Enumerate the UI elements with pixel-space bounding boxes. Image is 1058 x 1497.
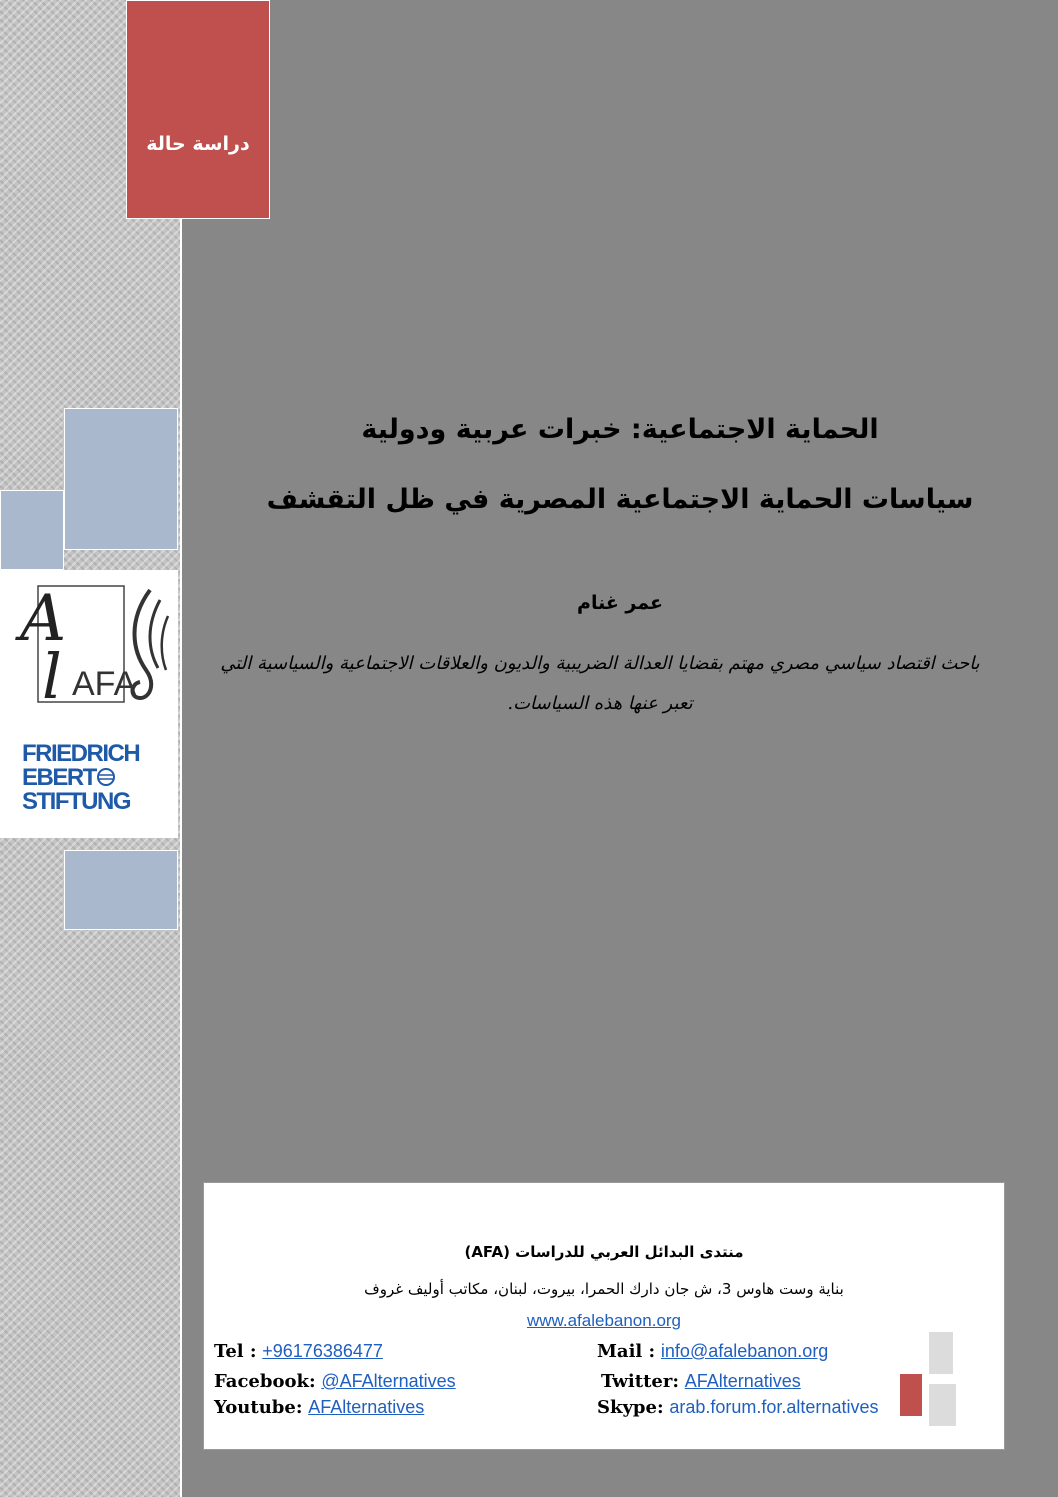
afa-logo [0,570,178,720]
main-title: الحماية الاجتماعية: خبرات عربية ودولية [361,414,879,445]
sub-title: سياسات الحماية الاجتماعية المصرية في ظل التقشف [266,484,974,515]
website-link[interactable]: www.afalebanon.org [526,1311,682,1330]
mail-link[interactable]: info@afalebanon.org [660,1341,829,1361]
org-name: منتدى البدائل العربي للدراسات (AFA) [464,1243,744,1261]
fes-line-3: STIFTUNG [22,788,130,815]
skype-handle: arab.forum.for.alternatives [669,1397,879,1417]
decor-red-block [900,1374,922,1416]
decor-square [64,850,178,930]
facebook-row [214,1371,456,1392]
case-study-badge [126,0,270,219]
youtube-link[interactable]: AFAlternatives [308,1397,425,1417]
afa-logo-letters: AFA [72,665,137,703]
youtube-row [214,1397,424,1418]
author-bio: باحث اقتصاد سياسي مصري مهتم بقضايا العدالة الضريبية والديون والعلاقات الاجتماعية والسياسية التي تعبر عنها هذه السياسات. [220,653,980,714]
author-name: عمر غنام [577,592,663,614]
svg-text:A: A [20,582,67,656]
twitter-link[interactable]: AFAlternatives [684,1371,801,1391]
facebook-link[interactable]: @AFAlternatives [321,1371,456,1391]
decor-square [0,490,64,570]
fes-line-2-text: EBERT [22,764,96,791]
decor-square [64,408,178,550]
mail-label: Mail : [597,1341,656,1362]
afa-logo-icon [0,570,178,720]
skype-row [597,1397,907,1418]
tel-row [214,1341,383,1362]
decor-gray-block [929,1384,956,1426]
fes-logo-text [22,742,139,814]
decor-gray-block [929,1332,953,1374]
fes-line-1: FRIEDRICH [22,740,140,767]
svg-text:l: l [42,640,62,713]
skype-label: Skype: [597,1397,664,1418]
case-study-label: دراسة حالة [146,133,250,155]
fes-line-2 [22,766,139,790]
org-address: بناية وست هاوس 3، ش جان دارك الحمرا، بيروت، لبنان، مكاتب أوليف غروف [364,1280,844,1298]
facebook-label: Facebook: [214,1371,316,1392]
twitter-label: Twitter: [601,1371,679,1392]
twitter-row [601,1371,801,1392]
youtube-label: Youtube: [214,1397,303,1418]
mail-row [597,1341,828,1362]
fes-globe-icon [96,767,116,787]
tel-label: Tel : [214,1341,257,1362]
tel-link[interactable]: +96176386477 [262,1341,383,1361]
